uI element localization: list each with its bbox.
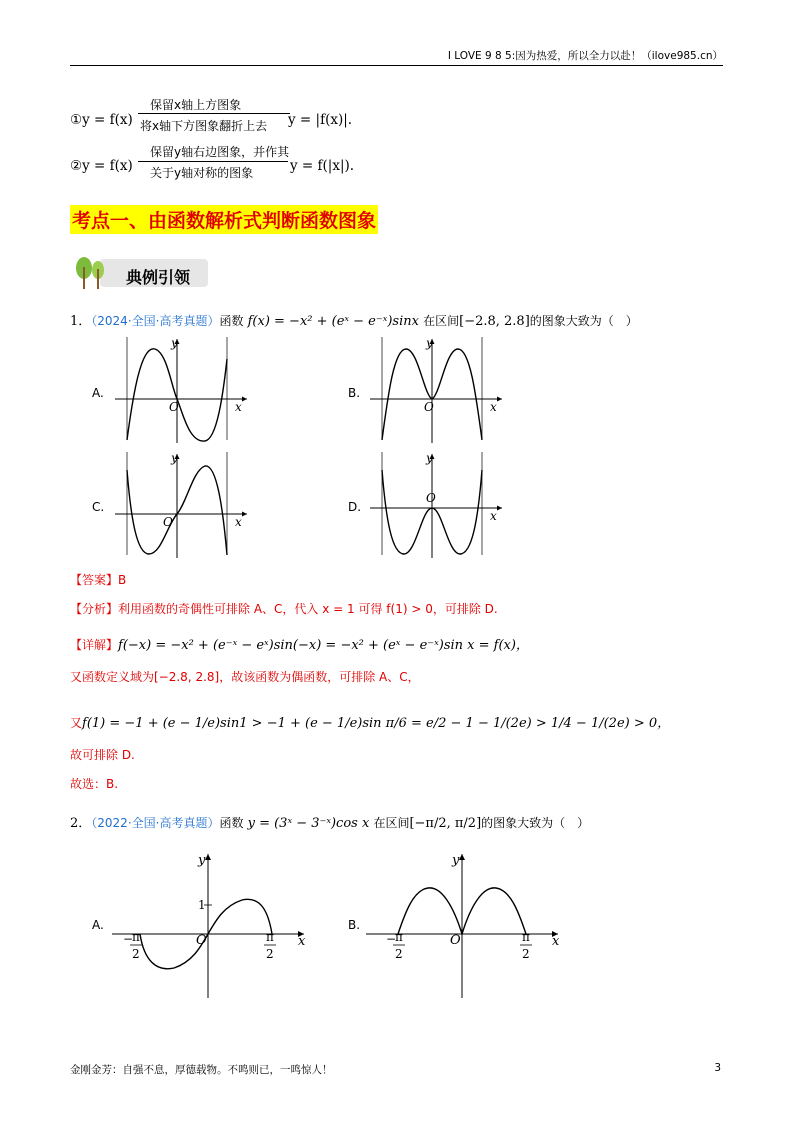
analysis-text: 利用函数的奇偶性可排除 A、C，代入 x = 1 可得 f(1) > 0，可排除 D. <box>118 602 498 616</box>
y-axis-label: y <box>452 853 460 868</box>
q1-graph-a[interactable] <box>115 335 250 445</box>
neg-pi-den: 2 <box>395 947 403 961</box>
y-axis-label: y <box>171 336 178 350</box>
q2-num: 2． <box>70 816 92 831</box>
x-axis-label: x <box>235 400 242 414</box>
detail-line-1: f(−x) = −x² + (e⁻ˣ − eˣ)sin(−x) = −x² + (eˣ − e⁻ˣ)sin x = f(x)， <box>118 638 529 653</box>
q2-graph-b[interactable] <box>366 850 566 1000</box>
rule-2-arrow <box>138 161 288 162</box>
q1-source: （2024·全国·高考真题） <box>91 314 220 328</box>
y-axis-label: y <box>171 451 178 465</box>
neg-pi-num: π <box>132 930 140 944</box>
origin-label: O <box>424 400 434 414</box>
x-axis-label: x <box>235 515 242 529</box>
q2-mid: 在区间 <box>373 816 410 830</box>
neg-pi-num: π <box>395 930 403 944</box>
q1-option-a-label[interactable]: A. <box>92 386 104 400</box>
x-axis-label: x <box>552 934 560 949</box>
rule-2-bottom: 关于y轴对称的图象 <box>150 166 254 180</box>
q2-option-a-label[interactable]: A. <box>92 918 104 932</box>
page-header: I LOVE 9 8 5:因为热爱，所以全力以赴！（ilove985.cn） <box>447 50 723 62</box>
q1-option-d-label[interactable]: D. <box>348 500 362 514</box>
q1-detail-3 <box>70 712 670 731</box>
rule-2-rhs: y = f(|x|). <box>290 158 355 174</box>
pi-num: π <box>522 930 530 944</box>
answer-label: 【答案】 <box>70 573 119 587</box>
section-title: 考点一、由函数解析式判断函数图象 <box>70 205 378 234</box>
page-number: 3 <box>714 1062 721 1074</box>
q1-detail-2: 又函数定义域为[−2.8, 2.8]，故该函数为偶函数，可排除 A、C， <box>70 670 420 684</box>
tree-icon <box>76 257 104 289</box>
q2-graph-a[interactable] <box>112 850 312 1000</box>
pi-den: 2 <box>522 947 530 961</box>
q1-analysis <box>70 600 498 617</box>
x-axis-label: x <box>298 934 306 949</box>
answer-value: B <box>118 573 127 587</box>
q2-interval: [−π/2, π/2] <box>409 816 482 831</box>
q2-suffix: 的图象大致为（ ） <box>481 816 590 830</box>
y-axis-label: y <box>426 336 433 350</box>
q2-stem <box>70 812 589 831</box>
q1-option-c-label[interactable]: C. <box>92 500 105 514</box>
detail-line-3: f(1) = −1 + (e − 1/e)sin1 > −1 + (e − 1/e)sin π/6 = e/2 − 1 − 1/(2e) > 1/4 − 1/(2e) > 0， <box>82 716 671 731</box>
origin-label: O <box>426 491 436 505</box>
origin-label: O <box>163 515 173 529</box>
q1-stem <box>70 310 638 329</box>
header-rule <box>70 65 723 66</box>
origin-label: O <box>450 933 461 948</box>
one-label: 1 <box>198 898 206 912</box>
q1-formula: f(x) = −x² + (eˣ − e⁻ˣ)sinx <box>247 314 419 329</box>
pi-num: π <box>266 930 274 944</box>
pi-den: 2 <box>266 947 274 961</box>
q1-graph-c[interactable] <box>115 450 250 560</box>
rule-1-bottom: 将x轴下方图象翻折上去 <box>140 119 268 133</box>
q1-option-b-label[interactable]: B. <box>348 386 361 400</box>
q2-option-b-label[interactable]: B. <box>348 918 361 932</box>
q2-formula: y = (3ˣ − 3⁻ˣ)cos x <box>247 816 370 831</box>
q1-prefix: 函数 <box>219 314 244 328</box>
x-axis-label: x <box>490 509 497 523</box>
q1-detail-1 <box>70 634 529 653</box>
detail-label: 【详解】 <box>70 638 119 652</box>
q1-suffix: 的图象大致为（ ） <box>529 314 638 328</box>
analysis-label: 【分析】 <box>70 602 119 616</box>
q1-graph-d[interactable] <box>370 450 505 560</box>
neg-pi-den: 2 <box>132 947 140 961</box>
y-axis-label: y <box>198 853 206 868</box>
q2-prefix: 函数 <box>219 816 244 830</box>
x-axis-label: x <box>490 400 497 414</box>
q1-graph-b[interactable] <box>370 335 505 445</box>
q1-interval: [−2.8, 2.8] <box>459 314 530 329</box>
page-footer: 金刚金芳：自强不息，厚德载物。不鸣则已，一鸣惊人！ <box>70 1064 333 1076</box>
detail-3-prefix: 又 <box>70 716 83 730</box>
q1-mid: 在区间 <box>423 314 460 328</box>
rule-1-top: 保留x轴上方图象 <box>150 98 242 112</box>
rule-2-top: 保留y轴右边图象，并作其 <box>150 145 290 159</box>
rule-1-lhs: ①y = f(x) <box>70 112 133 128</box>
origin-label: O <box>196 933 207 948</box>
q2-source: （2022·全国·高考真题） <box>91 816 220 830</box>
rule-2-lhs: ②y = f(x) <box>70 158 133 174</box>
rule-1-rhs: y = |f(x)|. <box>288 112 353 128</box>
minus-sign: − <box>123 932 134 946</box>
origin-label: O <box>169 400 179 414</box>
q1-answer <box>70 571 126 588</box>
minus-sign: − <box>386 932 397 946</box>
rule-1-arrow <box>138 113 290 114</box>
y-axis-label: y <box>426 451 433 465</box>
q1-choose: 故选：B. <box>70 777 119 791</box>
q1-detail-4: 故可排除 D. <box>70 748 135 762</box>
example-title: 典例引领 <box>126 268 191 287</box>
q1-num: 1． <box>70 314 92 329</box>
